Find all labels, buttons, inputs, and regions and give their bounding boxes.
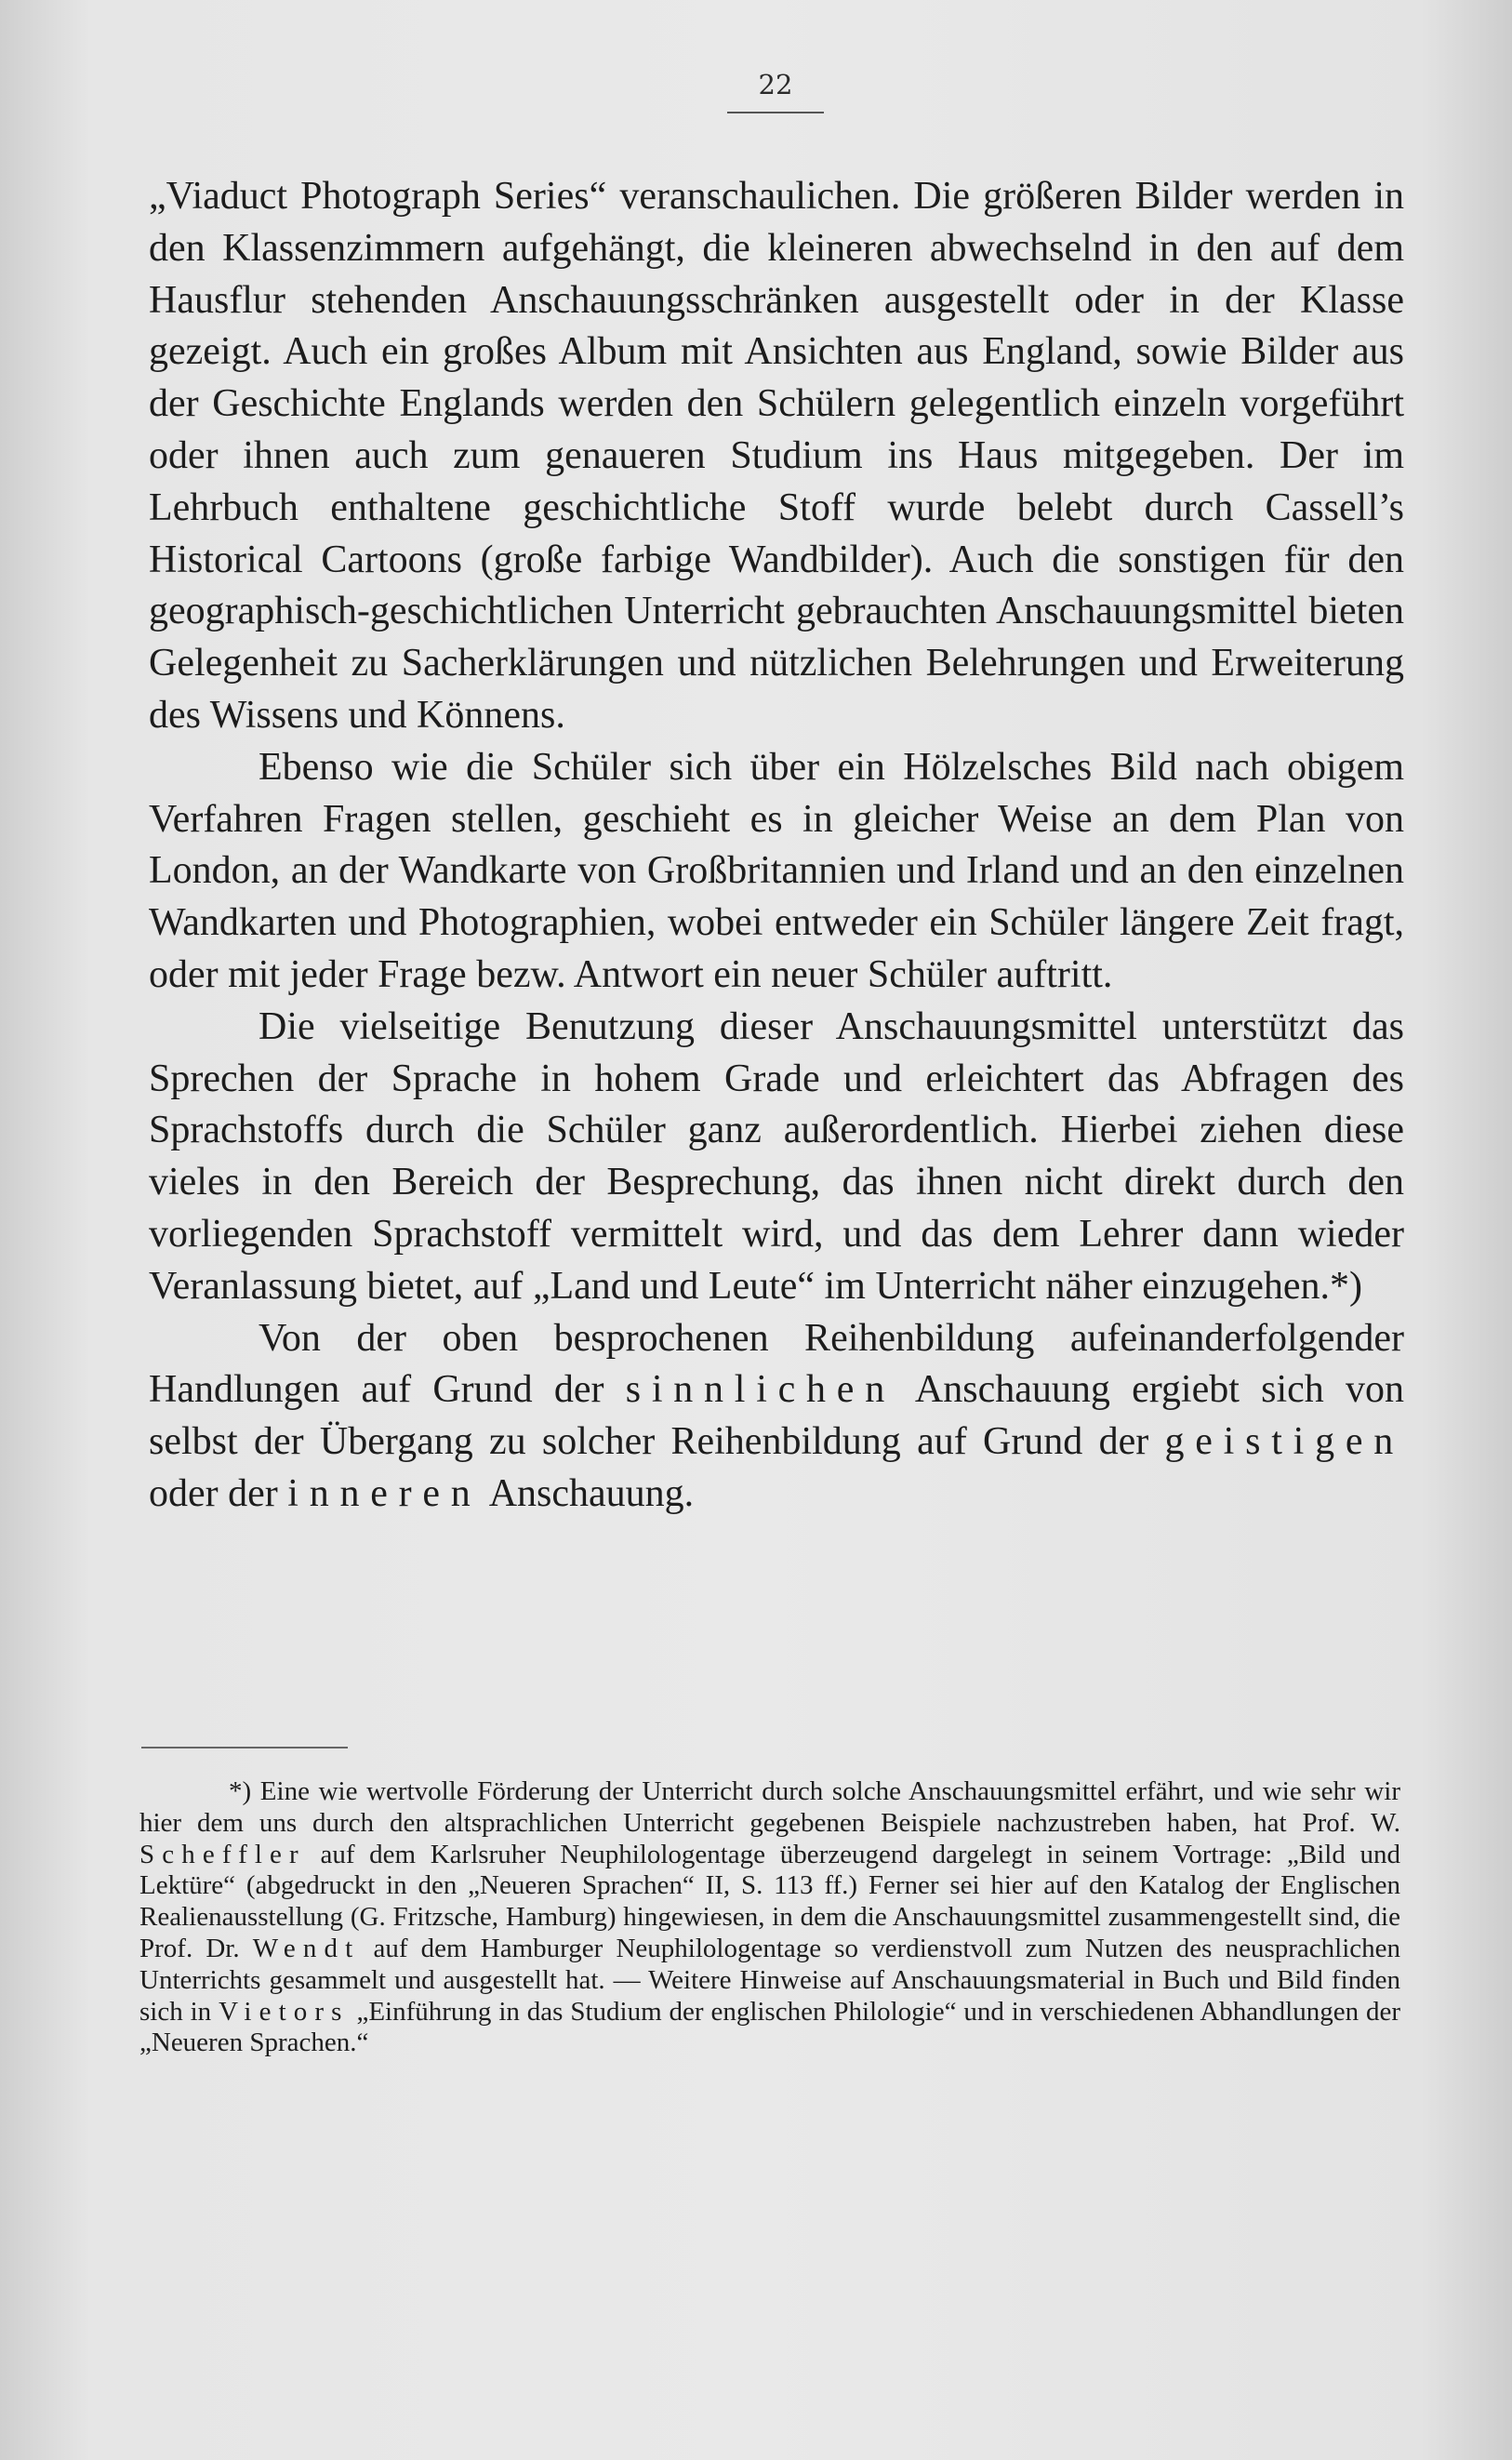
main-text [149, 171, 1404, 1521]
spaced-word-inneren: inneren [287, 1471, 482, 1515]
paragraph-4-text-3: oder der [149, 1471, 278, 1515]
paragraph-4-text-2: Anschauung ergiebt sich von selbst der Übergang zu solcher Reihenbildung auf Grund der [149, 1368, 1405, 1464]
name-scheffler: Scheffler [139, 1839, 306, 1869]
spaced-word-geistigen: geistigen [1164, 1420, 1404, 1464]
paragraph-2: Ebenso wie die Schüler sich über ein Hölzelsches Bild nach obigem Verfahren Fragen stellen, geschieht es in gleicher Weise an dem Plan von London, an der Wandkarte von Großbritannien und Irland und an den einzelnen Wandkarten und Photographien, wobei entweder ein Schüler längere Zeit fragt, oder mit jeder Frage bezw. Antwort ein neuer Schüler auftritt. [149, 745, 1404, 996]
paragraph-3: Die vielseitige Benutzung dieser Anschauungsmittel unterstützt das Sprechen der Sprache in hohem Grade und erleichtert das Abfragen des Sprachstoffs durch die Schüler ganz außerordentlich. Hierbei ziehen diese vieles in den Bereich der Besprechung, das ihnen nicht direkt durch den vorliegenden Sprachstoff vermittelt wird, und das dem Lehrer dann wieder Veranlassung bietet, auf „Land und Leute“ im Unterricht näher einzugehen.*) [149, 1004, 1404, 1308]
footnote-text-3: auf dem Hamburger Neuphilologentage so verdienstvoll zum Nutzen des neusprachlichen Unterrichts gesammelt und ausgestellt hat. — Weitere Hinweise auf Anschauungsmaterial in Buch und Bild finden sich in [139, 1933, 1400, 2027]
footnote-text-4: „Einführung in das Studium der englischen Philologie“ und in verschiedenen Abhandlungen der „Neueren Sprachen.“ [139, 1996, 1401, 2058]
header-rule [727, 112, 824, 113]
footnote [139, 1776, 1400, 2059]
paragraph-4-text-1: Von der oben besprochenen Reihenbildung aufeinanderfolgender Handlungen auf Grund der [149, 1316, 1404, 1412]
page-number: 22 [758, 69, 793, 100]
spaced-word-sinnlichen: sinnlichen [625, 1368, 895, 1412]
name-vietors: Vietors [219, 1996, 350, 2027]
paragraph-4-text-4: Anschauung. [488, 1471, 695, 1515]
footnote-text-1: *) Eine wie wertvolle Förderung der Unterricht durch solche Anschauungsmittel erfährt, und wie sehr wir hier dem uns durch den altsprachlichen Unterricht gegebenen Beispiele nachzustreben haben, hat Prof. W. [139, 1776, 1400, 1838]
paragraph-1: „Viaduct Photograph Series“ veranschaulichen. Die größeren Bilder werden in den Klassenzimmern aufgehängt, die kleineren abwechselnd in den auf dem Hausflur stehenden Anschauungsschränken ausgestellt oder in der Klasse gezeigt. Auch ein großes Album mit Ansichten aus England, sowie Bilder aus der Geschichte Englands werden den Schülern gelegentlich einzeln vorgeführt oder ihnen auch zum genaueren Studium ins Haus mitgegeben. Der im Lehrbuch enthaltene geschichtliche Stoff wurde belebt durch Cassell’s Historical Cartoons (große farbige Wandbilder). Auch die sonstigen für den geographisch-geschichtlichen Unterricht gebrauchten Anschauungsmittel bieten Gelegenheit zu Sacherklärungen und nützlichen Belehrungen und Erweiterung des Wissens und Könnens. [149, 175, 1404, 737]
footnote-text-2: auf dem Karlsruher Neuphilologentage überzeugend dargelegt in seinem Vortrage: „Bild und Lektüre“ (abgedruckt in den „Neueren Sprachen“ II, S. 113 ff.) Ferner sei hier auf den Katalog der Englischen Realienausstellung (G. Fritzsche, Hamburg) hingewiesen, in dem die Anschauungsmittel zusammengestellt sind, die Prof. Dr. [139, 1839, 1400, 1963]
footnote-rule [141, 1747, 348, 1749]
name-wendt: Wendt [252, 1933, 361, 1963]
paragraph-4 [149, 1313, 1404, 1521]
